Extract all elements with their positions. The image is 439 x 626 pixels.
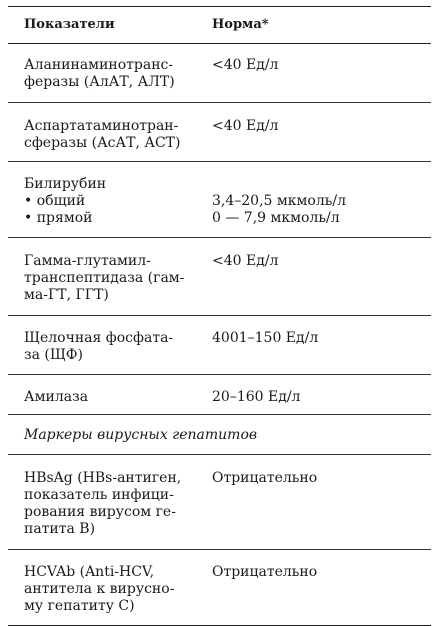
cell-line: ма-ГТ, ГГТ) [24, 287, 109, 303]
cell-line: Аспартатаминотран- [24, 118, 179, 134]
indicator-name [8, 238, 196, 316]
cell-line: сферазы (АсАТ, АСТ) [24, 135, 181, 151]
cell-line: Билирубин [24, 176, 107, 192]
cell-line: му гепатиту С) [24, 598, 135, 614]
indicator-name [8, 550, 196, 626]
table-row [8, 455, 431, 550]
table-header-row [8, 7, 431, 44]
cell-line: • общий [24, 193, 86, 209]
indicator-norm [196, 455, 431, 550]
cell-line: рования вирусом ге- [24, 504, 176, 520]
cell-line: Гамма-глутамил- [24, 253, 151, 269]
cell-line: показатель инфици- [24, 487, 174, 503]
indicator-norm [196, 162, 431, 238]
cell-line: Отрицательно [212, 564, 318, 580]
table-row [8, 550, 431, 626]
cell-line: • прямой [24, 210, 93, 226]
section-title: Маркеры вирусных гепатитов [8, 415, 431, 455]
indicator-norm [196, 316, 431, 375]
cell-line: Отрицательно [212, 470, 318, 486]
indicator-norm [196, 238, 431, 316]
indicator-name [8, 375, 196, 415]
indicator-name [8, 44, 196, 103]
indicator-norm [196, 375, 431, 415]
cell-line: Аланинаминотранс- [24, 57, 174, 73]
section-row [8, 415, 431, 455]
header-indicators: Показатели [8, 7, 196, 44]
cell-line: 4001–150 Ед/л [212, 330, 319, 346]
indicator-norm [196, 550, 431, 626]
table-row [8, 375, 431, 415]
cell-line: транспептидаза (гам- [24, 270, 185, 286]
table-row [8, 44, 431, 103]
cell-line: <40 Ед/л [212, 57, 279, 73]
cell-line: 3,4–20,5 мкмоль/л [212, 193, 346, 209]
indicator-name [8, 316, 196, 375]
cell-line: 20–160 Ед/л [212, 389, 301, 405]
table-row [8, 103, 431, 162]
cell-line: за (ЩФ) [24, 347, 83, 363]
cell-line: HCVAb (Anti-HCV, [24, 564, 155, 580]
cell-line [212, 176, 431, 193]
indicator-name [8, 162, 196, 238]
table-row [8, 238, 431, 316]
indicator-name [8, 103, 196, 162]
table-row [8, 316, 431, 375]
indicator-norm [196, 44, 431, 103]
header-norm: Норма* [196, 7, 431, 44]
indicator-name [8, 455, 196, 550]
cell-line: <40 Ед/л [212, 253, 279, 269]
cell-line: <40 Ед/л [212, 118, 279, 134]
cell-line: Амилаза [24, 389, 89, 405]
lab-norms-table [8, 6, 431, 626]
cell-line: Щелочная фосфата- [24, 330, 174, 346]
indicator-norm [196, 103, 431, 162]
cell-line: феразы (АлАТ, АЛТ) [24, 74, 175, 90]
table-row [8, 162, 431, 238]
cell-line: патита B) [24, 521, 96, 537]
cell-line: антитела к вирусно- [24, 581, 175, 597]
cell-line: HBsAg (HBs-антиген, [24, 470, 182, 486]
cell-line: 0 — 7,9 мкмоль/л [212, 210, 340, 226]
